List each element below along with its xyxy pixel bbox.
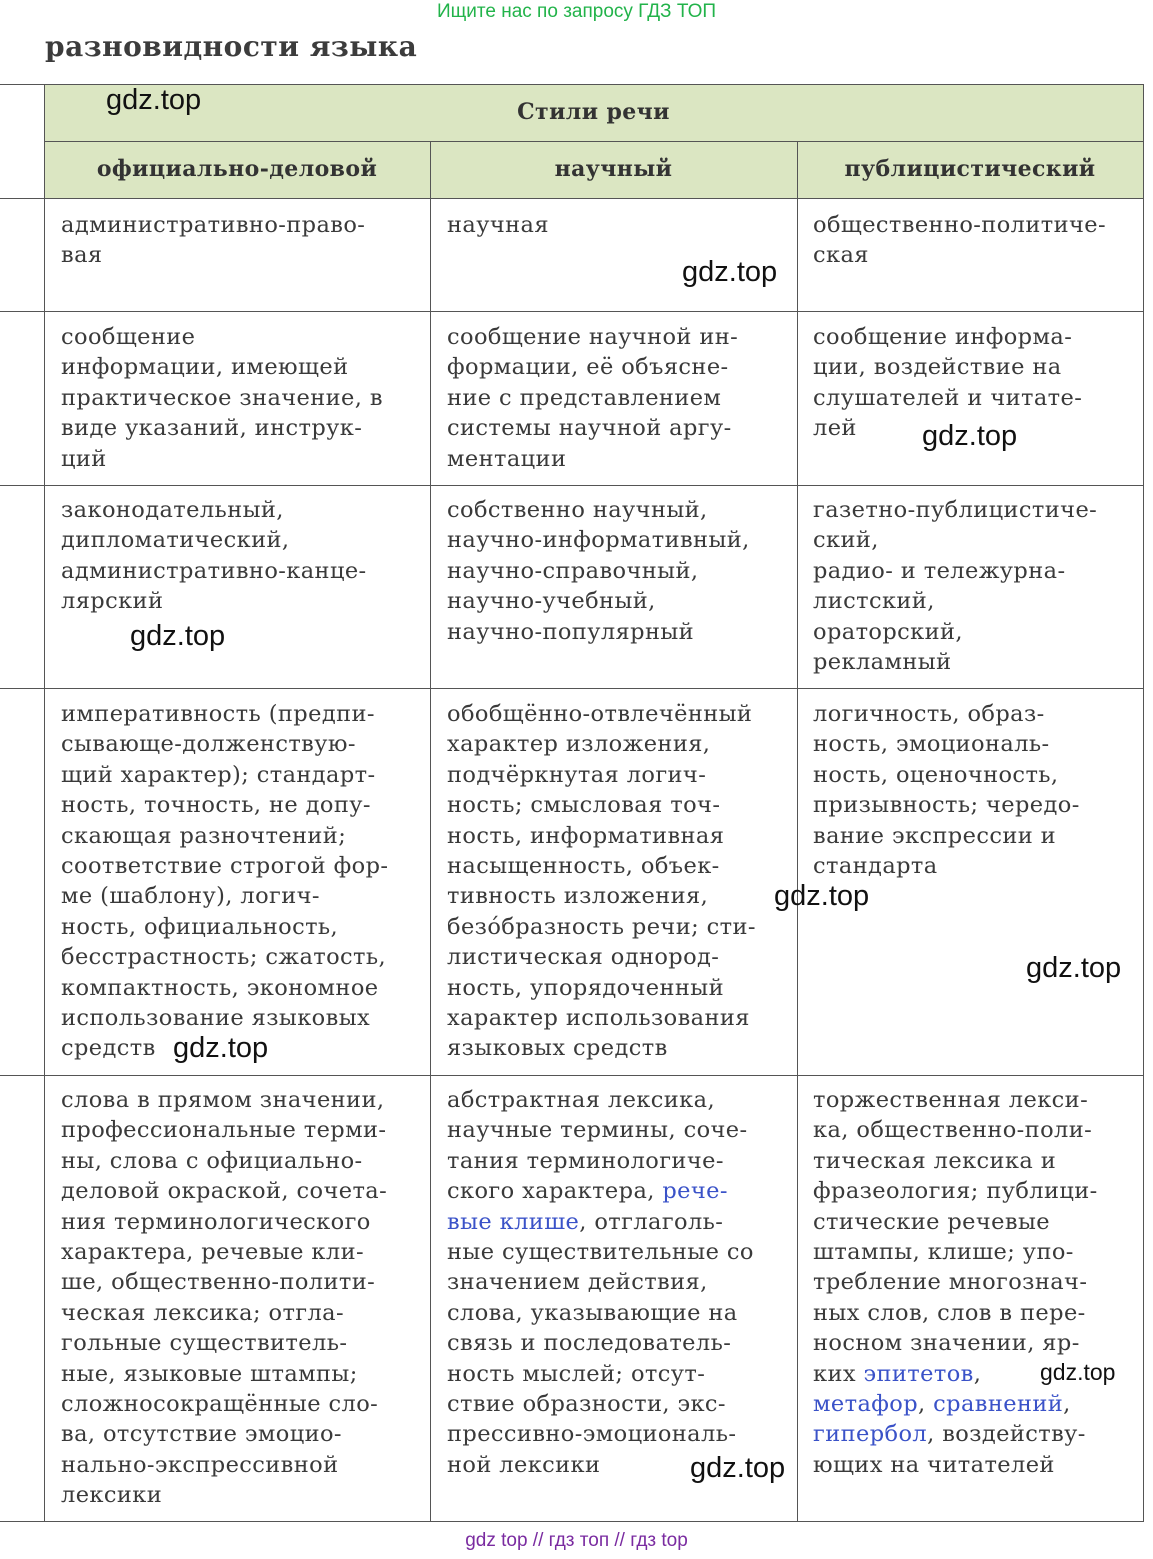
cell-line: ные, языковые штампы; <box>61 1360 358 1387</box>
glossary-link[interactable]: рече- <box>662 1178 728 1205</box>
cell-line: листский, <box>813 588 935 615</box>
cell-line: характер использования <box>447 1005 750 1032</box>
watermark: gdz.top <box>1026 952 1122 984</box>
cell-r3-journalistic <box>813 495 1097 677</box>
cell-line: языковых средств <box>447 1035 668 1062</box>
table-rule <box>1143 84 1144 1522</box>
cell-line: метафор, сравнений, <box>813 1391 1071 1418</box>
cell-line: ких эпитетов, <box>813 1360 982 1387</box>
watermark: gdz.top <box>922 420 1018 452</box>
cell-line: ции, воздействие на <box>813 354 1062 381</box>
cell-r5-scientific <box>447 1085 754 1480</box>
cell-line: безо́бразность речи; сти- <box>447 913 756 940</box>
table-rule <box>430 141 431 1522</box>
cell-line: общественно-политиче- <box>813 212 1106 238</box>
cell-r4-journalistic <box>813 699 1080 881</box>
cell-r1-scientific <box>447 210 549 240</box>
cell-line: листическая однород- <box>447 944 720 971</box>
cell-line: использование языковых <box>61 1005 371 1032</box>
cell-r1-official <box>61 210 365 271</box>
glossary-link[interactable]: гипербол <box>813 1421 928 1448</box>
cell-line: ций <box>61 445 107 472</box>
cell-line: слова, указывающие на <box>447 1299 738 1326</box>
cell-line: газетно-публицистиче- <box>813 497 1098 523</box>
watermark: gdz.top <box>130 620 226 652</box>
glossary-link[interactable]: метафор <box>813 1391 919 1418</box>
cell-line: слова в прямом значении, <box>61 1087 385 1113</box>
table-rule <box>0 688 1143 689</box>
cell-line: административно-канце- <box>61 557 367 584</box>
cell-line: значением действия, <box>447 1269 708 1296</box>
table-rule <box>0 198 1143 199</box>
table-rule <box>0 1075 1143 1076</box>
cell-line: деловой окраской, сочета- <box>61 1178 388 1205</box>
cell-line: гольные существитель- <box>61 1330 348 1357</box>
cell-line: профессиональные терми- <box>61 1117 387 1144</box>
cell-line: слушателей и читате- <box>813 384 1083 411</box>
watermark: gdz.top <box>106 84 202 116</box>
cell-line: абстрактная лексика, <box>447 1087 715 1113</box>
section-title: разновидности языка <box>45 30 418 63</box>
cell-line: стандарта <box>813 853 938 880</box>
cell-line: научная <box>447 212 549 238</box>
cell-r4-official <box>61 699 388 1064</box>
column-header-journalistic: публицистический <box>844 156 1096 182</box>
cell-line: компактность, экономное <box>61 974 379 1001</box>
cell-line: прессивно-эмоциональ- <box>447 1421 737 1448</box>
cell-r4-scientific <box>447 699 756 1064</box>
cell-line: законодательный, <box>61 497 284 523</box>
cell-line: торжественная лекси- <box>813 1087 1089 1113</box>
cell-line: лексики <box>61 1482 163 1509</box>
glossary-link[interactable]: эпитетов <box>863 1360 974 1387</box>
cell-r1-journalistic <box>813 210 1106 271</box>
watermark: gdz.top <box>690 1452 786 1484</box>
cell-line: виде указаний, инструк- <box>61 415 363 442</box>
group-header: Стили речи <box>517 99 670 125</box>
cell-line: ность, эмоциональ- <box>813 731 1050 758</box>
cell-line: ораторский, <box>813 618 963 645</box>
cell-line: ше, общественно-полити- <box>61 1269 376 1296</box>
cell-line: связь и последователь- <box>447 1330 732 1357</box>
cell-line: ская <box>813 242 869 269</box>
table-rule <box>44 141 1143 142</box>
watermark: gdz.top <box>173 1032 269 1064</box>
cell-line: радио- и тележурна- <box>813 557 1066 584</box>
cell-line: сообщение <box>61 324 196 350</box>
cell-line: ность, информативная <box>447 822 725 849</box>
table-rule <box>0 1521 1143 1522</box>
cell-line: вые клише, отглаголь- <box>447 1208 724 1235</box>
cell-r3-official <box>61 495 367 617</box>
cell-line: характер изложения, <box>447 731 711 758</box>
cell-line: ского характера, рече- <box>447 1178 728 1205</box>
cell-line: подчёркнутая логич- <box>447 761 707 788</box>
cell-line: тическая лексика и <box>813 1147 1057 1174</box>
cell-line: ность мыслей; отсут- <box>447 1360 706 1387</box>
table-rule <box>0 311 1143 312</box>
cell-line: нально-экспрессивной <box>61 1451 339 1478</box>
top-banner[interactable]: Ищите нас по запросу ГДЗ ТОП <box>436 1 717 22</box>
cell-line: ва, отсутствие эмоцио- <box>61 1421 342 1448</box>
cell-line: призывность; чередо- <box>813 792 1080 819</box>
cell-line: ка, общественно-поли- <box>813 1117 1093 1144</box>
cell-r5-journalistic <box>813 1085 1098 1480</box>
cell-line: требление многознач- <box>813 1269 1088 1296</box>
bottom-banner[interactable]: gdz top // гдз топ // гдз top <box>465 1530 688 1551</box>
cell-line: насыщенность, объек- <box>447 853 720 880</box>
cell-line: гипербол, воздейству- <box>813 1421 1086 1448</box>
cell-line: лей <box>813 415 857 442</box>
cell-r5-official <box>61 1085 387 1511</box>
cell-line: информации, имеющей <box>61 354 349 381</box>
cell-line: носном значении, яр- <box>813 1330 1080 1357</box>
cell-line: ния терминологического <box>61 1208 371 1235</box>
cell-line: штампы, клише; упо- <box>813 1239 1074 1266</box>
glossary-link[interactable]: вые клише <box>447 1208 580 1235</box>
cell-r2-scientific <box>447 322 738 474</box>
cell-line: ность, упорядоченный <box>447 974 725 1001</box>
cell-line: сложносокращённые сло- <box>61 1391 379 1418</box>
cell-line: бесстрастность; сжатость, <box>61 944 387 971</box>
cell-line: вание экспрессии и <box>813 822 1057 849</box>
cell-line: ментации <box>447 445 567 472</box>
cell-line: системы научной аргу- <box>447 415 732 442</box>
cell-line: щий характер); стандарт- <box>61 761 376 788</box>
table-rule <box>0 485 1143 486</box>
column-header-scientific: научный <box>554 156 673 182</box>
cell-line: ных слов, слов в пере- <box>813 1299 1086 1326</box>
cell-line: вая <box>61 242 103 269</box>
watermark: gdz.top <box>1040 1359 1116 1385</box>
cell-line: сообщение научной ин- <box>447 324 739 350</box>
cell-line: ческая лексика; отгла- <box>61 1299 344 1326</box>
cell-line: скающая разночтений; <box>61 822 347 849</box>
watermark: gdz.top <box>774 880 870 912</box>
cell-line: ность, оценочность, <box>813 761 1059 788</box>
cell-line: ющих на читателей <box>813 1451 1055 1478</box>
cell-line: логичность, образ- <box>813 701 1045 727</box>
cell-line: сообщение информа- <box>813 324 1073 350</box>
cell-line: ский, <box>813 527 879 554</box>
cell-line: собственно научный, <box>447 497 708 523</box>
cell-line: рекламный <box>813 649 952 676</box>
cell-line: ной лексики <box>447 1451 601 1478</box>
cell-line: ные существительные со <box>447 1239 754 1266</box>
cell-line: ние с представлением <box>447 384 722 411</box>
cell-line: тания терминологиче- <box>447 1147 724 1174</box>
cell-line: ны, слова с официально- <box>61 1147 363 1174</box>
cell-r3-scientific <box>447 495 750 647</box>
cell-line: научные термины, соче- <box>447 1117 748 1144</box>
cell-line: обобщённо-отвлечённый <box>447 701 753 727</box>
cell-line: характера, речевые кли- <box>61 1239 364 1266</box>
column-header-official: официально-деловой <box>96 156 378 182</box>
cell-line: дипломатический, <box>61 527 290 554</box>
cell-line: ность; смысловая точ- <box>447 792 721 819</box>
cell-line: ствие образности, экс- <box>447 1391 726 1418</box>
cell-line: тивность изложения, <box>447 883 709 910</box>
cell-line: императивность (предпи- <box>61 701 375 727</box>
cell-line: средств <box>61 1035 156 1062</box>
cell-line: формации, её объясне- <box>447 354 729 381</box>
cell-line: ность, точность, не допу- <box>61 792 371 819</box>
cell-line: административно-право- <box>61 212 366 238</box>
watermark: gdz.top <box>682 256 778 288</box>
cell-line: ме (шаблону), логич- <box>61 883 320 910</box>
cell-line: лярский <box>61 588 164 615</box>
cell-line: научно-учебный, <box>447 588 656 615</box>
cell-r2-official <box>61 322 383 474</box>
cell-line: соответствие строгой фор- <box>61 853 389 880</box>
cell-line: ность, официальность, <box>61 913 339 940</box>
cell-line: научно-популярный <box>447 618 695 645</box>
cell-line: практическое значение, в <box>61 384 383 411</box>
cell-line: научно-справочный, <box>447 557 699 584</box>
glossary-link[interactable]: сравнений <box>933 1391 1064 1418</box>
table-rule <box>797 141 798 1522</box>
table-rule <box>44 84 45 1522</box>
cell-line: фразеология; публици- <box>813 1178 1098 1205</box>
cell-line: стические речевые <box>813 1208 1050 1235</box>
cell-line: сывающе-долженствую- <box>61 731 356 758</box>
cell-line: научно-информативный, <box>447 527 750 554</box>
